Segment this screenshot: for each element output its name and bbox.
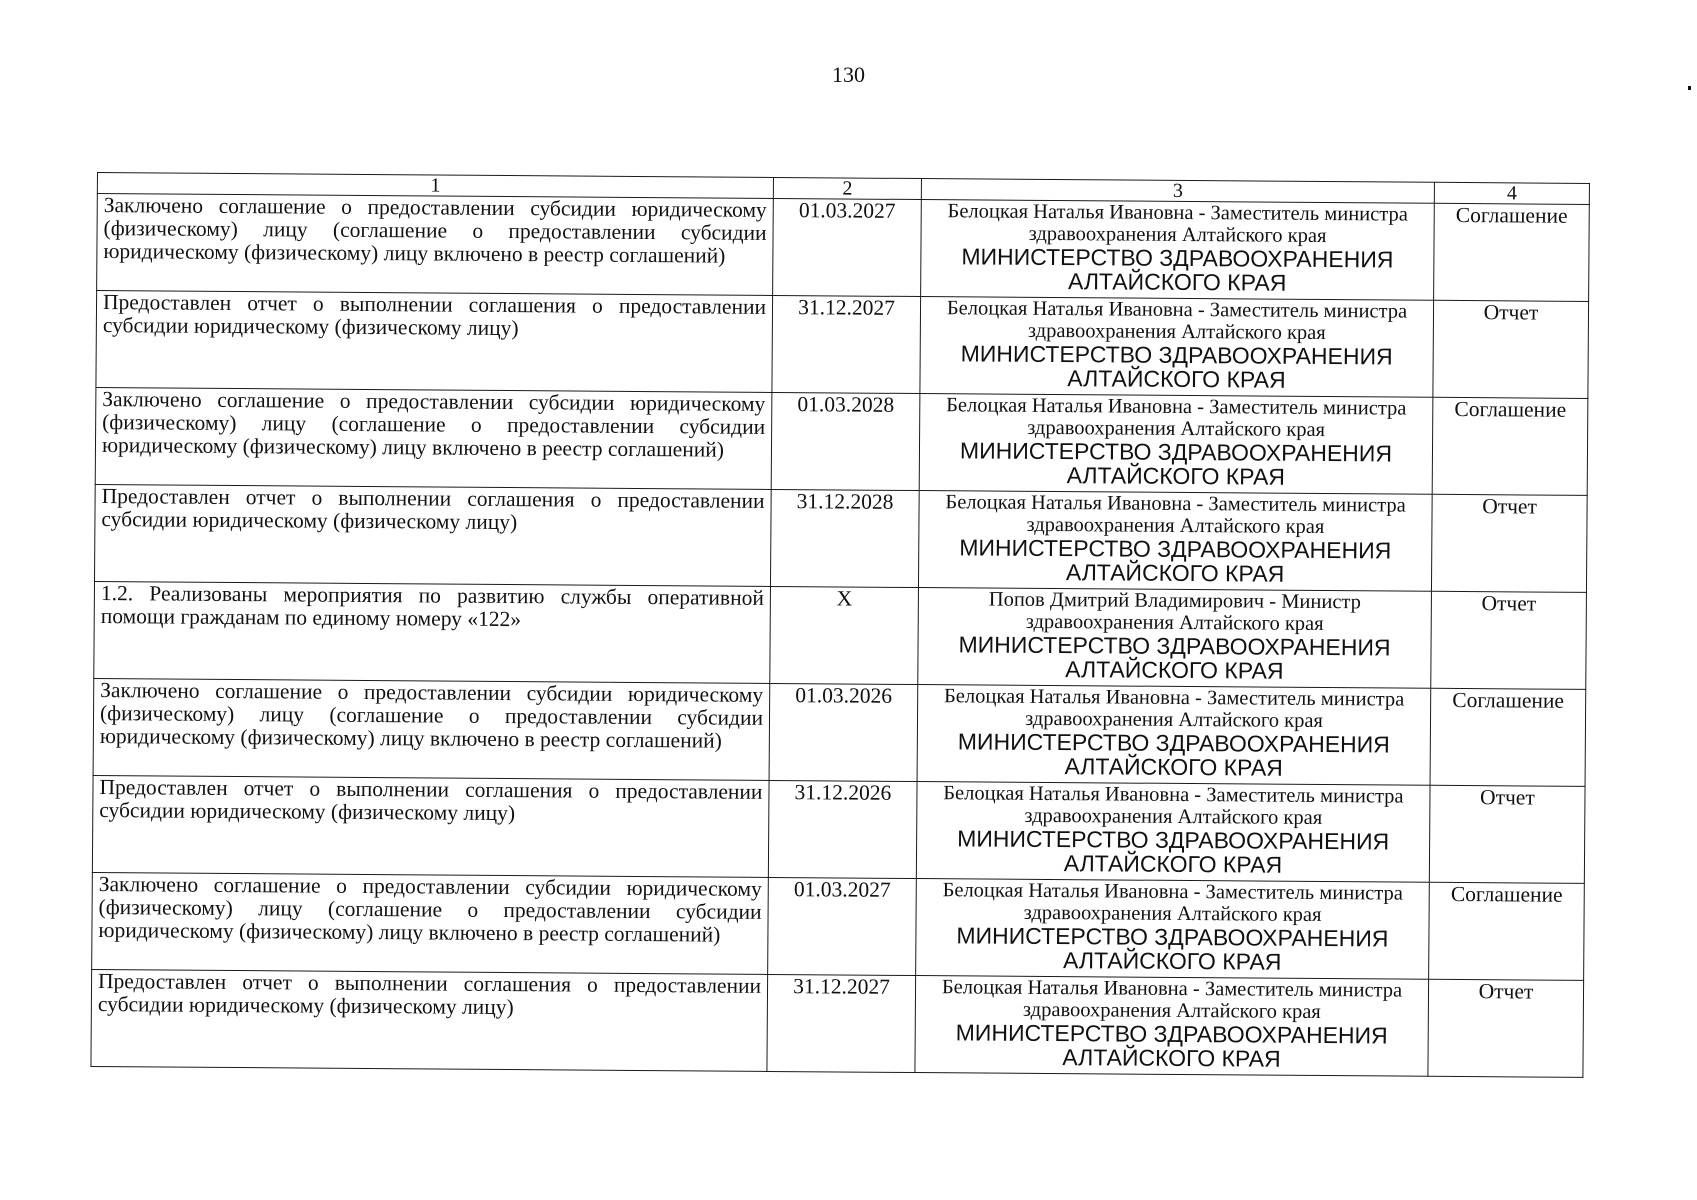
row-date: 31.12.2027 [767,974,916,1072]
responsible-person: Попов Дмитрий Владимирович - Министр здравоохранения Алтайского края [988,588,1362,636]
table-row [93,678,1586,786]
row-date: 31.12.2026 [768,780,917,878]
row-date: 01.03.2027 [768,877,917,975]
row-description: Заключено соглашение о предоставлении субсидии юридическому (физическому) лицу (соглашение о предоставлении субсидии юридическому (физическому) лицу включено в реестр соглашений) [93,678,770,780]
table-row [96,291,1589,399]
column-header-3: 3 [921,179,1434,204]
row-description: Предоставлен отчет о выполнении соглашения о предоставлении субсидии юридическому (физическому лицу) [96,291,773,393]
row-document-type: Соглашение [1429,882,1585,980]
row-description: Заключено соглашение о предоставлении субсидии юридическому (физическому) лицу (соглашение о предоставлении субсидии юридическому (физическому) лицу включено в реестр соглашений) [95,387,772,489]
responsible-person: Белоцкая Наталья Ивановна - Заместитель министра здравоохранения Алтайского края [941,976,1403,1023]
page-number: 130 [832,62,865,87]
responsible-organization: МИНИСТЕРСТВО ЗДРАВООХРАНЕНИЯ АЛТАЙСКОГО КРАЯ [957,728,1390,781]
scan-edge-mark [1688,86,1691,90]
responsible-person: Белоцкая Наталья Ивановна - Заместитель министра здравоохранения Алтайского края [946,394,1407,442]
table-row [94,581,1587,689]
responsible-person: Белоцкая Наталья Ивановна - Заместитель министра здравоохранения Алтайского края [943,685,1405,733]
table-row [92,872,1585,980]
row-description: Предоставлен отчет о выполнении соглашения о предоставлении субсидии юридическому (физическому лицу) [94,484,771,586]
row-responsible [918,491,1432,592]
row-document-type: Соглашение [1432,397,1588,495]
responsible-organization: МИНИСТЕРСТВО ЗДРАВООХРАНЕНИЯ АЛТАЙСКОГО КРАЯ [958,631,1391,684]
row-responsible [921,200,1435,301]
responsible-organization: МИНИСТЕРСТВО ЗДРАВООХРАНЕНИЯ АЛТАЙСКОГО КРАЯ [959,437,1393,490]
responsible-person: Белоцкая Наталья Ивановна - Заместитель министра здравоохранения Алтайского края [947,200,1408,248]
responsible-organization: МИНИСТЕРСТВО ЗДРАВООХРАНЕНИЯ АЛТАЙСКОГО КРАЯ [960,340,1393,393]
responsible-person: Белоцкая Наталья Ивановна - Заместитель министра здравоохранения Алтайского края [943,782,1404,829]
row-date: 31.12.2027 [772,295,921,393]
responsible-organization: МИНИСТЕРСТВО ЗДРАВООХРАНЕНИЯ АЛТАЙСКОГО КРАЯ [955,1019,1388,1072]
row-description: Предоставлен отчет о выполнении соглашения о предоставлении субсидии юридическому (физическому лицу) [91,969,768,1071]
plan-table [90,172,1590,1078]
table-row [97,194,1590,302]
row-date: 01.03.2026 [769,683,918,781]
responsible-organization: МИНИСТЕРСТВО ЗДРАВООХРАНЕНИЯ АЛТАЙСКОГО КРАЯ [957,825,1390,878]
row-responsible [920,297,1434,398]
responsible-organization: МИНИСТЕРСТВО ЗДРАВООХРАНЕНИЯ АЛТАЙСКОГО КРАЯ [959,534,1392,587]
column-header-1: 1 [97,173,773,199]
responsible-person: Белоцкая Наталья Ивановна - Заместитель министра здравоохранения Алтайского края [945,491,1406,539]
responsible-organization: МИНИСТЕРСТВО ЗДРАВООХРАНЕНИЯ АЛТАЙСКОГО КРАЯ [961,243,1394,296]
row-responsible [918,588,1432,689]
table-row [94,484,1587,592]
row-responsible [917,685,1431,786]
responsible-person: Белоцкая Наталья Ивановна - Заместитель министра здравоохранения Алтайского края [946,297,1408,345]
row-date: 01.03.2027 [773,198,922,296]
row-description: Заключено соглашение о предоставлении субсидии юридическому (физическому) лицу (соглашение о предоставлении субсидии юридическому (физическому) лицу включено в реестр соглашений) [92,872,769,974]
row-document-type: Отчет [1429,785,1585,883]
table-row [91,969,1584,1077]
row-document-type: Отчет [1431,591,1587,689]
responsible-organization: МИНИСТЕРСТВО ЗДРАВООХРАНЕНИЯ АЛТАЙСКОГО КРАЯ [956,922,1389,975]
row-document-type: Отчет [1431,494,1587,592]
row-document-type: Отчет [1428,979,1584,1077]
row-document-type: Соглашение [1430,688,1586,786]
row-document-type: Соглашение [1434,203,1590,301]
row-description: 1.2. Реализованы мероприятия по развитию службы оперативной помощи гражданам по единому номеру «122» [94,581,771,683]
row-responsible [916,782,1430,883]
row-responsible [916,879,1430,980]
table-row [92,775,1585,883]
table-row [95,387,1588,495]
row-responsible [919,394,1433,495]
row-date: 31.12.2028 [770,489,919,587]
row-date: 01.03.2028 [771,392,920,490]
row-date: Х [770,586,919,684]
column-header-4: 4 [1434,182,1589,204]
column-header-2: 2 [773,177,921,199]
row-document-type: Отчет [1433,300,1589,398]
row-description: Заключено соглашение о предоставлении субсидии юридическому (физическому) лицу (соглашение о предоставлении субсидии юридическому (физическому) лицу включено в реестр соглашений) [97,194,774,296]
row-description: Предоставлен отчет о выполнении соглашения о предоставлении субсидии юридическому (физическому лицу) [92,775,769,877]
row-responsible [915,976,1429,1077]
responsible-person: Белоцкая Наталья Ивановна - Заместитель министра здравоохранения Алтайского края [942,879,1403,926]
